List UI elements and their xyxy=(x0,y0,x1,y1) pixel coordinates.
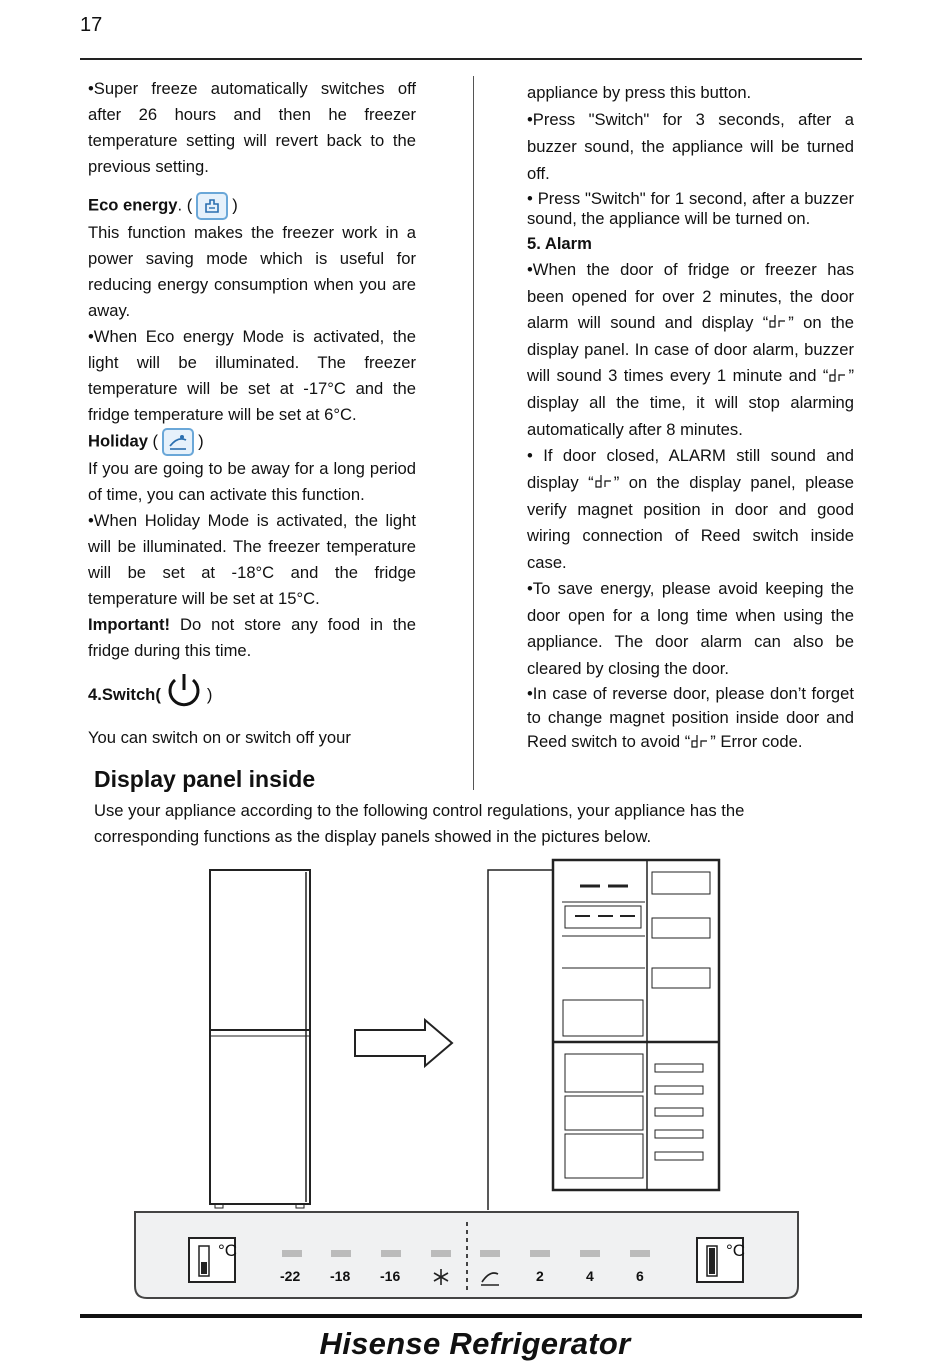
switch-bullet-off: •Press "Switch" for 3 seconds, after a buzzer sound, the appliance will be turned off. xyxy=(527,110,854,183)
intro-text: Use your appliance according to the following control regulations, your appliance has the corresponding functions as the display panels showed in the pictures below. xyxy=(94,801,745,846)
freezer-label: -22 xyxy=(280,1268,301,1284)
switch-paren-close: ) xyxy=(206,684,213,704)
alarm-bullet-3: •To save energy, please avoid keeping the door open for a long time when using the appliance. The door alarm can also be cleared by closing the door. xyxy=(527,579,854,678)
alarm-b4-part-b: ” Error code. xyxy=(710,732,803,752)
holiday-bullet: •When Holiday Mode is activated, the light will be illuminated. The freezer temperature will be set at -18°C and the fridge temperature will be set at 15°C. xyxy=(88,511,416,608)
column-divider xyxy=(473,76,474,790)
super-freeze-note: •Super freeze automatically switches off after 26 hours and then he freezer temperature setting will revert back to the previous setting. xyxy=(88,79,416,176)
eco-energy-icon xyxy=(196,192,228,220)
open-fridge-illustration xyxy=(488,860,719,1210)
alarm-b2-part-a: • If door closed, ALARM still sound and display “ xyxy=(527,446,854,492)
door-open-glyph-icon xyxy=(829,364,847,391)
switch-heading-line xyxy=(88,670,416,721)
important-text: Do not store any food in the fridge during this time. xyxy=(88,615,416,660)
freezer-label: -18 xyxy=(330,1268,351,1284)
freezer-label: -16 xyxy=(380,1268,401,1284)
switch-bullet-on: • Press "Switch" for 1 second, after a buzzer sound, the appliance will be turned on. xyxy=(527,189,854,228)
left-unit-label: °C xyxy=(218,1241,238,1260)
alarm-b1-part-c: ” display all the time, it will stop alarming automatically after 8 minutes. xyxy=(527,366,854,439)
right-unit-label: °C xyxy=(726,1241,746,1260)
eco-heading-line xyxy=(88,192,416,220)
closed-fridge-illustration xyxy=(210,870,310,1208)
holiday-text: If you are going to be away for a long period of time, you can activate this function. xyxy=(88,459,416,504)
alarm-b1-part-a: •When the door of fridge or freezer has been opened for over 2 minutes, the door alarm will sound and display “ xyxy=(527,260,854,332)
holiday-heading-line xyxy=(88,428,416,456)
left-column xyxy=(88,76,416,751)
page-number: 17 xyxy=(80,14,103,36)
bottom-rule xyxy=(80,1314,862,1318)
holiday-icon xyxy=(162,428,194,456)
switch-heading: 4.Switch( xyxy=(88,684,161,704)
alarm-bullet-4 xyxy=(527,682,854,755)
alarm-bullet-1 xyxy=(527,257,854,443)
important-label: Important! xyxy=(88,615,171,634)
fridge-label: 6 xyxy=(636,1268,644,1284)
switch-text: You can switch on or switch off your xyxy=(88,728,351,747)
door-open-glyph-icon xyxy=(595,470,613,497)
eco-paren-close: ) xyxy=(232,195,238,215)
footer-brand: Hisense Refrigerator xyxy=(319,1326,631,1361)
power-icon xyxy=(163,670,205,721)
holiday-paren-open: ( xyxy=(147,431,159,451)
door-open-glyph-icon xyxy=(691,731,709,755)
switch-continued: appliance by press this button. xyxy=(527,83,752,102)
fridge-label: 4 xyxy=(586,1268,594,1284)
alarm-heading: 5. Alarm xyxy=(527,234,592,253)
door-open-glyph-icon xyxy=(769,310,787,337)
right-column xyxy=(527,80,854,755)
alarm-bullet-2 xyxy=(527,443,854,576)
fridge-figure xyxy=(0,850,950,1315)
eco-bullet: •When Eco energy Mode is activated, the light will be illuminated. The freezer temperature will be set at -17°C and the fridge temperature will be set at 6°C. xyxy=(88,327,416,424)
holiday-heading: Holiday xyxy=(88,431,148,451)
alarm-b4-part-a: •In case of reverse door, please don’t forget to change magnet position inside door and Reed switch to avoid “ xyxy=(527,684,854,752)
alarm-b2-part-b: ” on the display panel, please verify magnet position in door and good wiring connection of Reed switch inside case. xyxy=(527,472,854,572)
fridge-label: 2 xyxy=(536,1268,544,1284)
alarm-b1-part-b: ” on the display panel. In case of door alarm, buzzer will sound 3 times every 1 minute and “ xyxy=(527,313,854,386)
top-rule xyxy=(80,58,862,60)
section-title: Display panel inside xyxy=(94,766,316,792)
important-note xyxy=(88,612,416,664)
eco-paren-open: . ( xyxy=(177,195,193,215)
holiday-paren-close: ) xyxy=(198,431,204,451)
arrow-icon xyxy=(355,1020,452,1066)
eco-text: This function makes the freezer work in a power saving mode which is useful for reducing energy consumption when you are away. xyxy=(88,223,416,320)
eco-heading: Eco energy xyxy=(88,195,178,215)
